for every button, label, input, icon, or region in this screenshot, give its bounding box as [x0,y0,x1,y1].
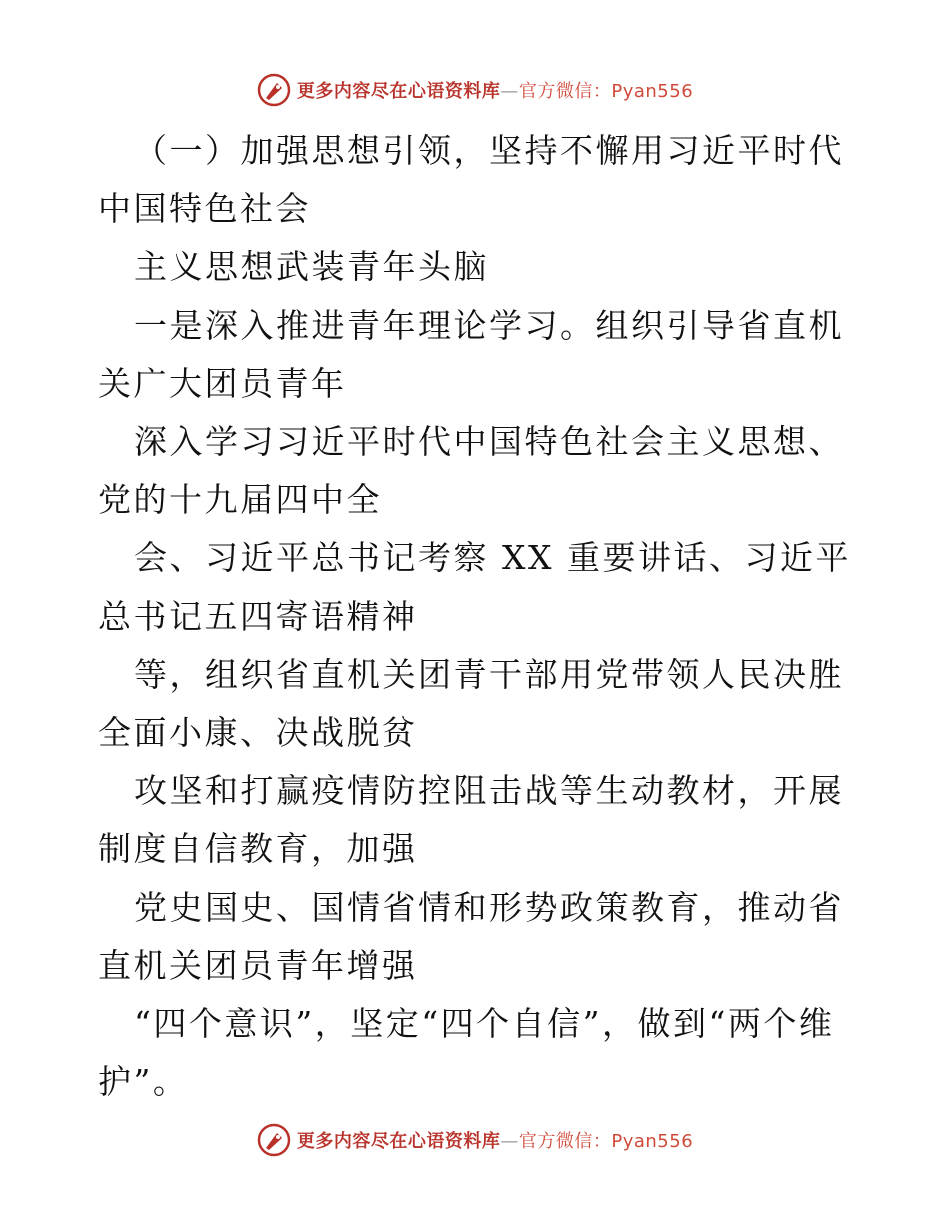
paragraph-4: 深入学习习近平时代中国特色社会主义思想、党的十九届四中全 [98,422,844,520]
paragraph-1: （一）加强思想引领，坚持不懈用习近平时代中国特色社会 [98,131,844,229]
paragraph-6: 等，组织省直机关团青干部用党带领人民决胜全面小康、决战脱贫 [98,654,844,753]
header-watermark-suffix: 官方微信：Pyan556 [518,81,694,102]
footer-watermark-suffix: 官方微信：Pyan556 [518,1131,694,1152]
footer-watermark-banner [0,1120,950,1160]
paragraph-8: 党史国史、国情省情和形势政策教育，推动省直机关团员青年增强 [98,887,844,985]
paragraph-5: 会、习近平总书记考察 XX 重要讲话、习近平总书记五四寄语精神 [98,538,851,636]
paragraph-2: 主义思想武装青年头脑 [134,247,489,287]
footer-watermark-prefix: 更多内容尽在心语资料库 [296,1131,501,1152]
header-watermark-banner [0,70,950,110]
document-body [98,122,853,1111]
pen-nib-logo-icon [257,1123,291,1157]
pen-nib-logo-icon [257,73,291,107]
paragraph-9: “四个意识”，坚定“四个自信”，做到“两个维护”。 [98,1004,835,1102]
header-watermark-prefix: 更多内容尽在心语资料库 [296,81,501,102]
paragraph-7: 攻坚和打赢疫情防控阻击战等生动教材，开展制度自信教育，加强 [98,771,844,869]
header-watermark-text [297,77,693,103]
header-watermark-dash: — [500,81,519,102]
paragraph-3: 一是深入推进青年理论学习。组织引导省直机关广大团员青年 [98,305,844,403]
footer-watermark-text [297,1127,693,1153]
footer-watermark-dash: — [500,1131,519,1152]
